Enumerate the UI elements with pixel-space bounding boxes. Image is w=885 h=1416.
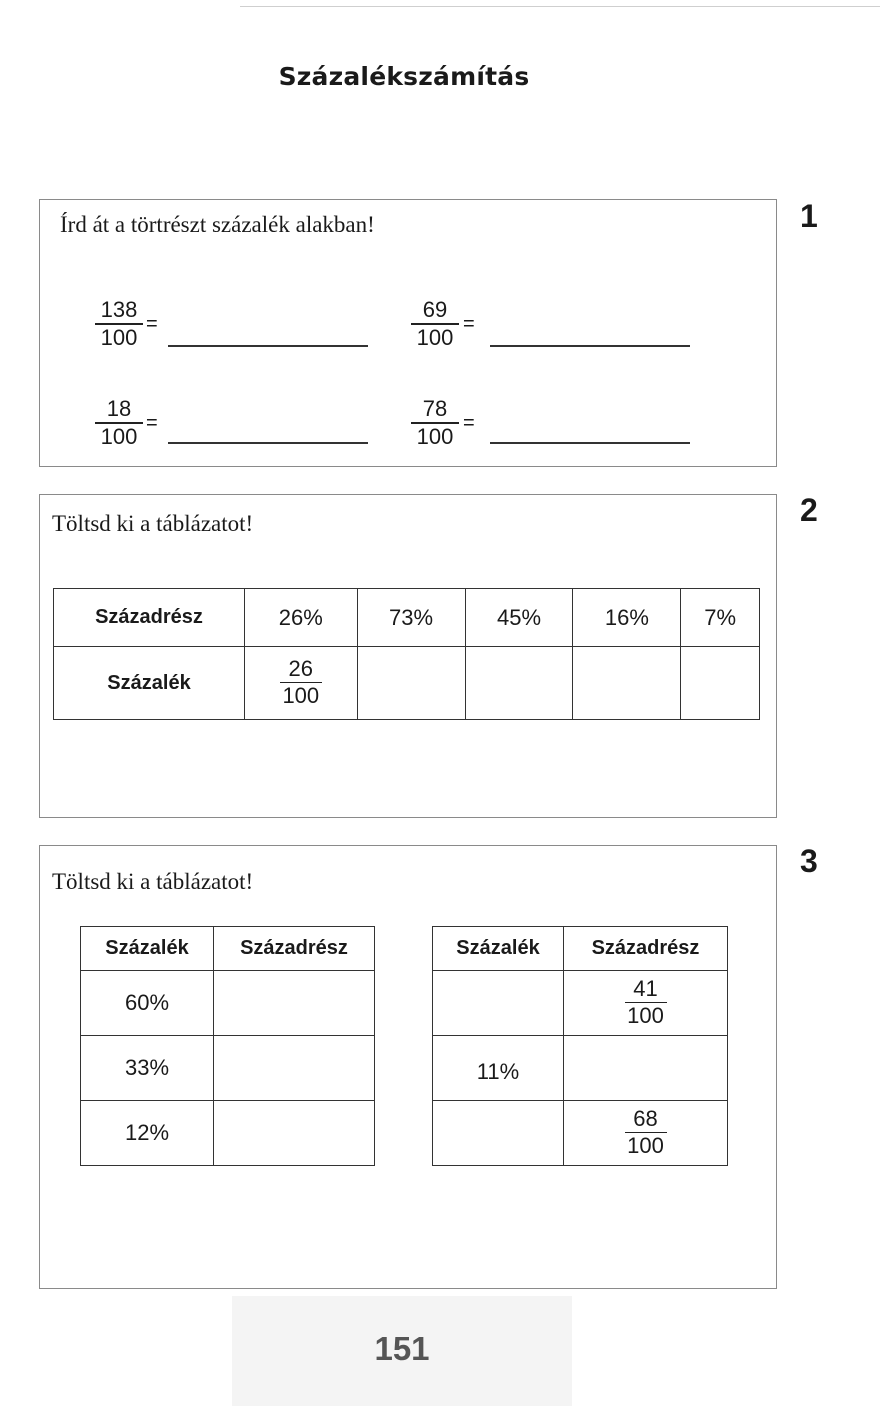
fraction-numerator: 68 [633,1105,658,1131]
fraction-denominator: 100 [282,683,320,709]
equals-sign: = [463,412,475,434]
table-cell: 12% [81,1101,214,1166]
page-number: 151 [374,1330,430,1367]
top-rule [240,6,880,7]
fraction-78-100 [409,397,461,449]
exercise-2-table [53,588,760,720]
table-cell [245,647,358,720]
fraction-denominator: 100 [416,324,454,350]
column-header-percent: Százalék [81,927,214,971]
column-header-hundredth: Századrész [564,927,728,971]
fraction-numerator: 18 [106,396,132,421]
exercise-3-left-table [80,926,375,1166]
fraction-18-100 [93,397,145,449]
answer-line-4[interactable] [490,442,690,444]
table-cell: 16% [573,589,681,647]
table-cell: 11% [433,1036,564,1101]
exercise-3-instruction: Töltsd ki a táblázatot! [52,869,254,894]
fraction-numerator: 41 [633,975,658,1001]
fraction-numerator: 69 [422,297,448,322]
fraction-41-100 [623,977,669,1029]
example-fraction [278,657,324,709]
answer-cell[interactable] [681,647,760,720]
equals-sign: = [463,313,475,335]
answer-line-1[interactable] [168,345,368,347]
answer-cell[interactable] [214,1036,375,1101]
table-cell: 26% [245,589,358,647]
fraction-denominator: 100 [627,1133,664,1159]
answer-cell[interactable] [214,971,375,1036]
answer-cell[interactable] [573,647,681,720]
exercise-1-instruction: Írd át a törtrészt százalék alakban! [60,212,375,237]
exercise-3-number: 3 [800,843,818,879]
column-header-percent: Százalék [433,927,564,971]
answer-line-2[interactable] [490,345,690,347]
fraction-denominator: 100 [100,423,138,449]
exercise-3-right-table [432,926,728,1166]
answer-cell[interactable] [214,1101,375,1166]
equals-sign: = [146,412,158,434]
table-cell [564,1101,728,1166]
answer-cell[interactable] [433,971,564,1036]
exercise-2-number: 2 [800,492,818,528]
fraction-denominator: 100 [416,423,454,449]
equals-sign: = [146,313,158,335]
fraction-denominator: 100 [100,324,138,350]
page-title: Százalékszámítás [278,62,530,91]
table-cell: 73% [357,589,465,647]
fraction-138-100 [93,298,145,350]
fraction-numerator: 78 [422,396,448,421]
table-cell [564,971,728,1036]
row-label-hundredth: Századrész [54,589,245,647]
row-label-percent: Százalék [54,647,245,720]
answer-cell[interactable] [564,1036,728,1101]
fraction-denominator: 100 [627,1003,664,1029]
exercise-2-instruction: Töltsd ki a táblázatot! [52,511,254,536]
answer-cell[interactable] [357,647,465,720]
answer-line-3[interactable] [168,442,368,444]
fraction-69-100 [409,298,461,350]
exercise-1-number: 1 [800,198,818,234]
fraction-68-100 [623,1107,669,1159]
fraction-numerator: 138 [100,297,138,322]
table-cell: 45% [465,589,573,647]
table-cell: 7% [681,589,760,647]
column-header-hundredth: Századrész [214,927,375,971]
fraction-numerator: 26 [288,655,314,681]
answer-cell[interactable] [465,647,573,720]
table-cell: 60% [81,971,214,1036]
table-cell: 33% [81,1036,214,1101]
answer-cell[interactable] [433,1101,564,1166]
